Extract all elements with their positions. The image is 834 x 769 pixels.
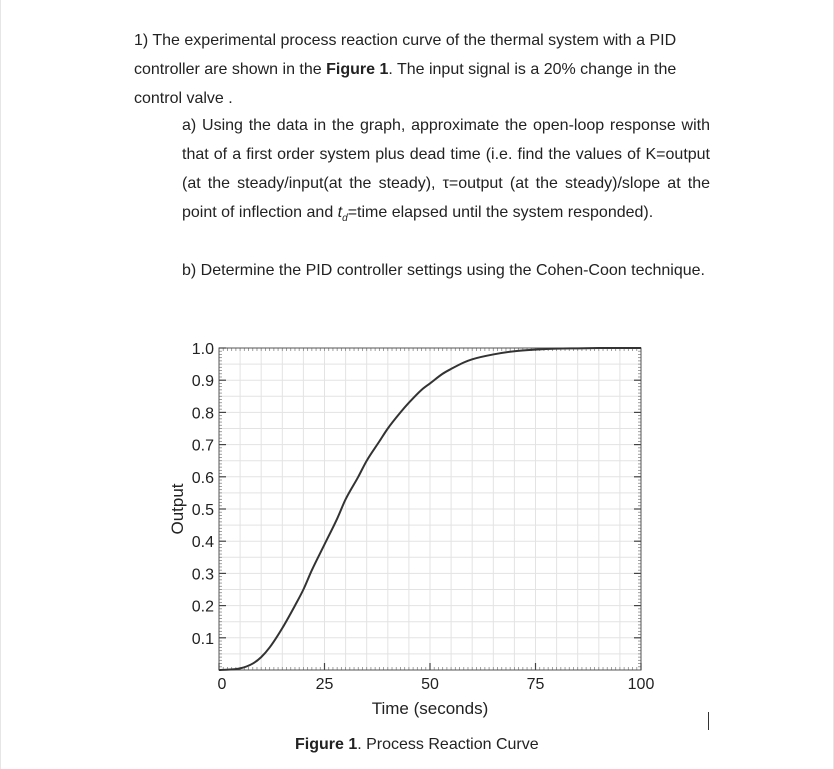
y-tick-label: 0.9 bbox=[191, 373, 214, 391]
x-tick-label: 50 bbox=[421, 676, 439, 693]
y-tick-label: 1.0 bbox=[191, 341, 214, 358]
part-b-text: b) Determine the PID controller settings using the Cohen-Coon technique. bbox=[182, 262, 705, 279]
y-axis-label: Output bbox=[168, 483, 187, 535]
part-a-text-1: a) Using the data in the graph, approximate the open-loop response with that of a first order system plus dead time (i.e. find the values of K=output (at the steady/input(at the steady), τ=output (at the steady)/slope at the point of inflection and bbox=[182, 117, 710, 221]
x-tick-label: 0 bbox=[217, 676, 227, 693]
intro-figure-ref: Figure 1 bbox=[326, 61, 389, 78]
y-tick-label: 0.3 bbox=[191, 566, 214, 584]
x-tick-labels bbox=[218, 676, 655, 693]
x-tick-label: 75 bbox=[526, 676, 545, 693]
y-tick-label: 0.8 bbox=[191, 405, 214, 423]
caption-figure-label: Figure 1 bbox=[295, 736, 358, 753]
y-tick-label: 0.1 bbox=[191, 630, 214, 648]
y-tick-label: 0.2 bbox=[191, 598, 214, 616]
y-tick-label: 0.4 bbox=[191, 534, 214, 552]
caption-text: . Process Reaction Curve bbox=[357, 736, 539, 753]
x-axis-label: Time (seconds) bbox=[371, 699, 489, 718]
intro-text-1: 1) The experimental process reaction curve of the thermal system with a PID controller are shown in the bbox=[134, 32, 677, 78]
y-tick-label: 0.5 bbox=[191, 502, 214, 519]
y-tick-labels bbox=[192, 341, 214, 648]
intro-text-2: . The input signal is a 20% change in the control valve . bbox=[134, 61, 677, 107]
x-tick-label: 25 bbox=[315, 676, 334, 693]
part-a-td-subscript: d bbox=[342, 213, 348, 225]
part-a-td-symbol: t bbox=[337, 204, 343, 221]
figure-caption bbox=[295, 736, 539, 754]
y-tick-label: 0.7 bbox=[191, 437, 214, 455]
y-tick-label: 0.6 bbox=[191, 469, 214, 487]
x-tick-label: 100 bbox=[627, 676, 655, 693]
text-cursor bbox=[708, 712, 709, 730]
part-a-text-2: =time elapsed until the system responded). bbox=[347, 204, 654, 221]
chart-grid bbox=[219, 348, 641, 670]
